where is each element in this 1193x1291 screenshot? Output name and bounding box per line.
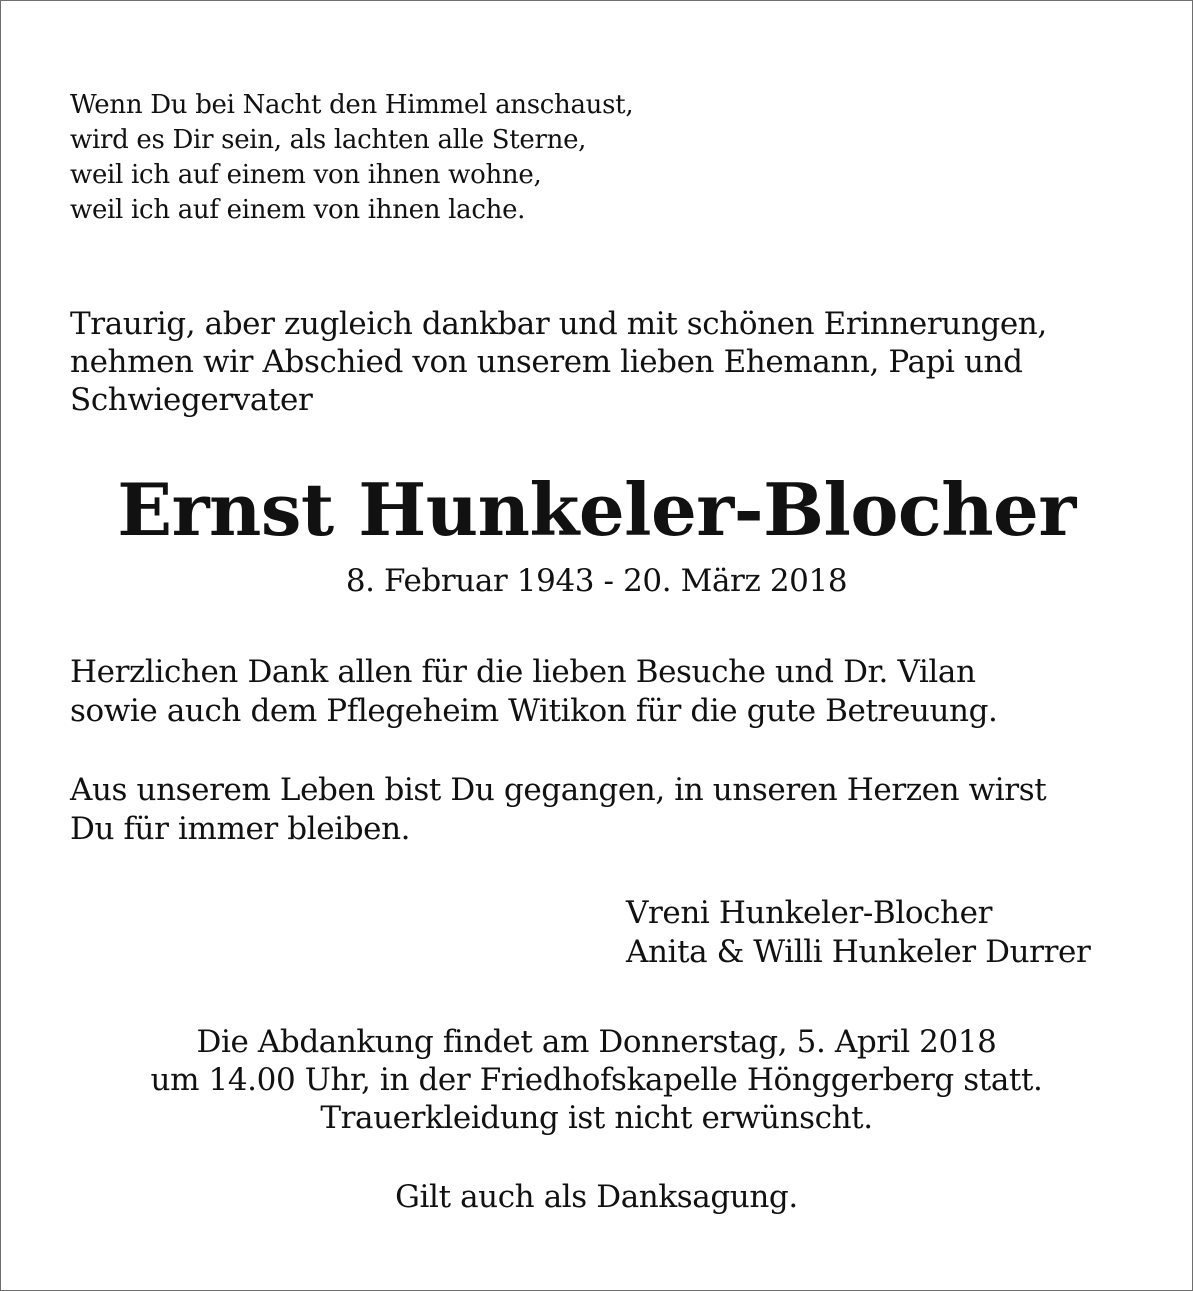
life-dates: 8. Februar 1943 - 20. März 2018 xyxy=(345,563,848,599)
poem-line: Wenn Du bei Nacht den Himmel anschaust, xyxy=(70,90,634,120)
poem-line: weil ich auf einem von ihnen lache. xyxy=(70,195,526,225)
farewell-line: Aus unserem Leben bist Du gegangen, in unseren Herzen wirst xyxy=(70,772,1047,808)
farewell-paragraph xyxy=(70,771,1046,849)
deceased-name: Ernst Hunkeler-Blocher xyxy=(117,467,1076,552)
intro-line: Traurig, aber zugleich dankbar und mit schönen Erinnerungen, xyxy=(70,306,1047,342)
signature-line: Vreni Hunkeler-Blocher xyxy=(626,895,992,931)
ceremony-line: um 14.00 Uhr, in der Friedhofskapelle Hönggerberg statt. xyxy=(150,1062,1043,1098)
signature-line: Anita & Willi Hunkeler Durrer xyxy=(626,934,1091,970)
ceremony-line: Trauerkleidung ist nicht erwünscht. xyxy=(320,1100,873,1136)
poem-line: weil ich auf einem von ihnen wohne, xyxy=(70,160,542,190)
thanks-paragraph xyxy=(70,653,998,731)
closing-note: Gilt auch als Danksagung. xyxy=(395,1179,798,1215)
thanks-line: sowie auch dem Pflegeheim Witikon für die gute Betreuung. xyxy=(70,693,998,729)
intro-paragraph xyxy=(70,305,1047,419)
family-signatures xyxy=(626,894,1090,972)
farewell-line: Du für immer bleiben. xyxy=(70,811,411,847)
poem-verse xyxy=(70,88,633,228)
poem-line: wird es Dir sein, als lachten alle Sterne, xyxy=(70,125,587,155)
thanks-line: Herzlichen Dank allen für die lieben Besuche und Dr. Vilan xyxy=(70,654,976,690)
intro-line: nehmen wir Abschied von unserem lieben Ehemann, Papi und xyxy=(70,344,1023,380)
ceremony-info xyxy=(0,1023,1193,1137)
ceremony-line: Die Abdankung findet am Donnerstag, 5. April 2018 xyxy=(196,1024,997,1060)
intro-line: Schwiegervater xyxy=(70,382,313,418)
